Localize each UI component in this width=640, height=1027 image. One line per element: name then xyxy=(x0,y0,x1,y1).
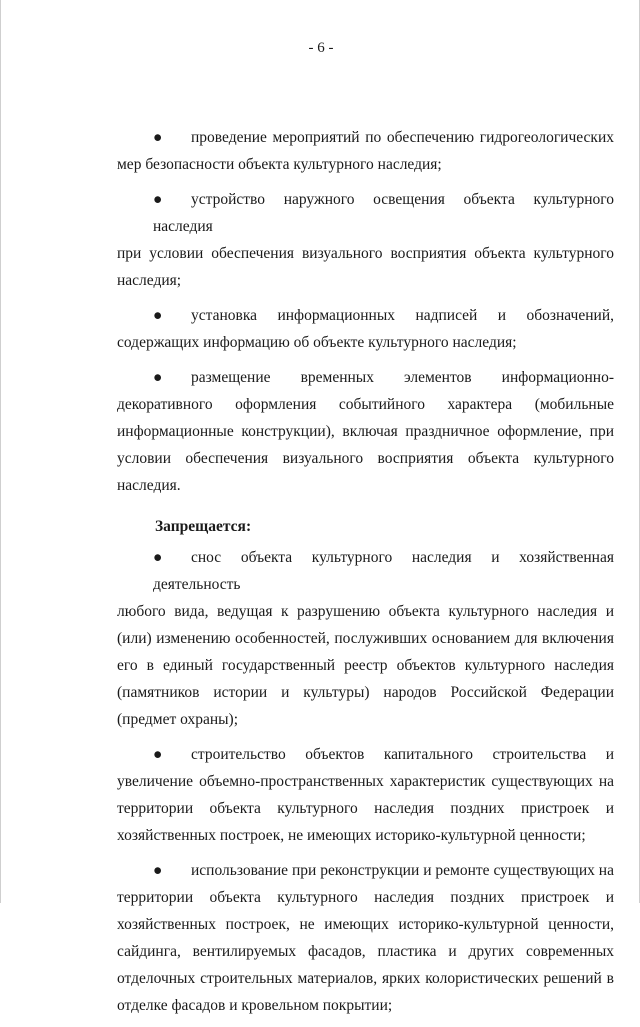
bullet-icon: ● xyxy=(153,307,163,324)
list-item xyxy=(117,857,614,1019)
permitted-list xyxy=(117,124,614,507)
list-item-first-line xyxy=(117,857,614,884)
bullet-icon: ● xyxy=(153,369,163,386)
list-item xyxy=(117,544,614,733)
list-item-first-line xyxy=(117,124,614,151)
list-item-text: проведение мероприятий по обеспечению гидрогеологических xyxy=(191,129,614,146)
prohibited-list xyxy=(117,544,614,1027)
list-item xyxy=(117,364,614,499)
list-item xyxy=(117,302,614,356)
list-item-text: размещение временных элементов информационно- xyxy=(191,369,614,386)
bullet-icon: ● xyxy=(153,862,163,879)
bullet-icon: ● xyxy=(153,191,163,208)
list-item-text: строительство объектов капитального строительства и xyxy=(191,746,614,763)
bullet-icon: ● xyxy=(153,549,163,566)
bullet-icon: ● xyxy=(153,746,163,763)
list-item-first-line xyxy=(117,741,614,768)
list-item-continuation: увеличение объемно-пространственных характеристик существующих на территории объекта культурного наследия поздних пристроек и хозяйственных построек, не имеющих историко-культурной ценности; xyxy=(117,773,614,844)
list-item xyxy=(117,741,614,849)
list-item-text: установка информационных надписей и обозначений, xyxy=(191,307,614,324)
document-body xyxy=(117,124,614,1027)
list-item-continuation: при условии обеспечения визуального восприятия объекта культурного наследия; xyxy=(117,245,614,289)
list-item-text: снос объекта культурного наследия и хозяйственная деятельность xyxy=(153,549,614,593)
list-item xyxy=(117,124,614,178)
list-item-text: использование при реконструкции и ремонте существующих на xyxy=(191,862,614,879)
list-item-first-line xyxy=(117,364,614,391)
list-item-text: устройство наружного освещения объекта культурного наследия xyxy=(153,191,614,235)
list-item-first-line xyxy=(117,186,614,240)
page-number: - 6 - xyxy=(308,40,334,56)
list-item-continuation: содержащих информацию об объекте культурного наследия; xyxy=(117,334,517,351)
list-item-continuation: мер безопасности объекта культурного наследия; xyxy=(117,156,442,173)
list-item-first-line xyxy=(117,544,614,598)
list-item xyxy=(117,186,614,294)
list-item-first-line xyxy=(117,302,614,329)
prohibited-heading: Запрещается: xyxy=(155,518,252,535)
bullet-icon: ● xyxy=(153,129,163,146)
list-item-continuation: любого вида, ведущая к разрушению объекта культурного наследия и (или) изменению особенностей, послуживших основанием для включения его в единый государственный реестр объектов культурного наследия (памятников истории и культуры) народов Российской Федерации (предмет охраны); xyxy=(117,603,614,728)
list-item-continuation: декоративного оформления событийного характера (мобильные информационные конструкции), включая праздничное оформление, при условии обеспечения визуального восприятия объекта культурного наследия. xyxy=(117,396,614,494)
list-item-continuation: территории объекта культурного наследия поздних пристроек и хозяйственных построек, не имеющих историко-культурной ценности, сайдинга, вентилируемых фасадов, пластика и других современных отделочных строительных материалов, ярких колористических решений в отделке фасадов и кровельном покрытии; xyxy=(117,889,614,1014)
